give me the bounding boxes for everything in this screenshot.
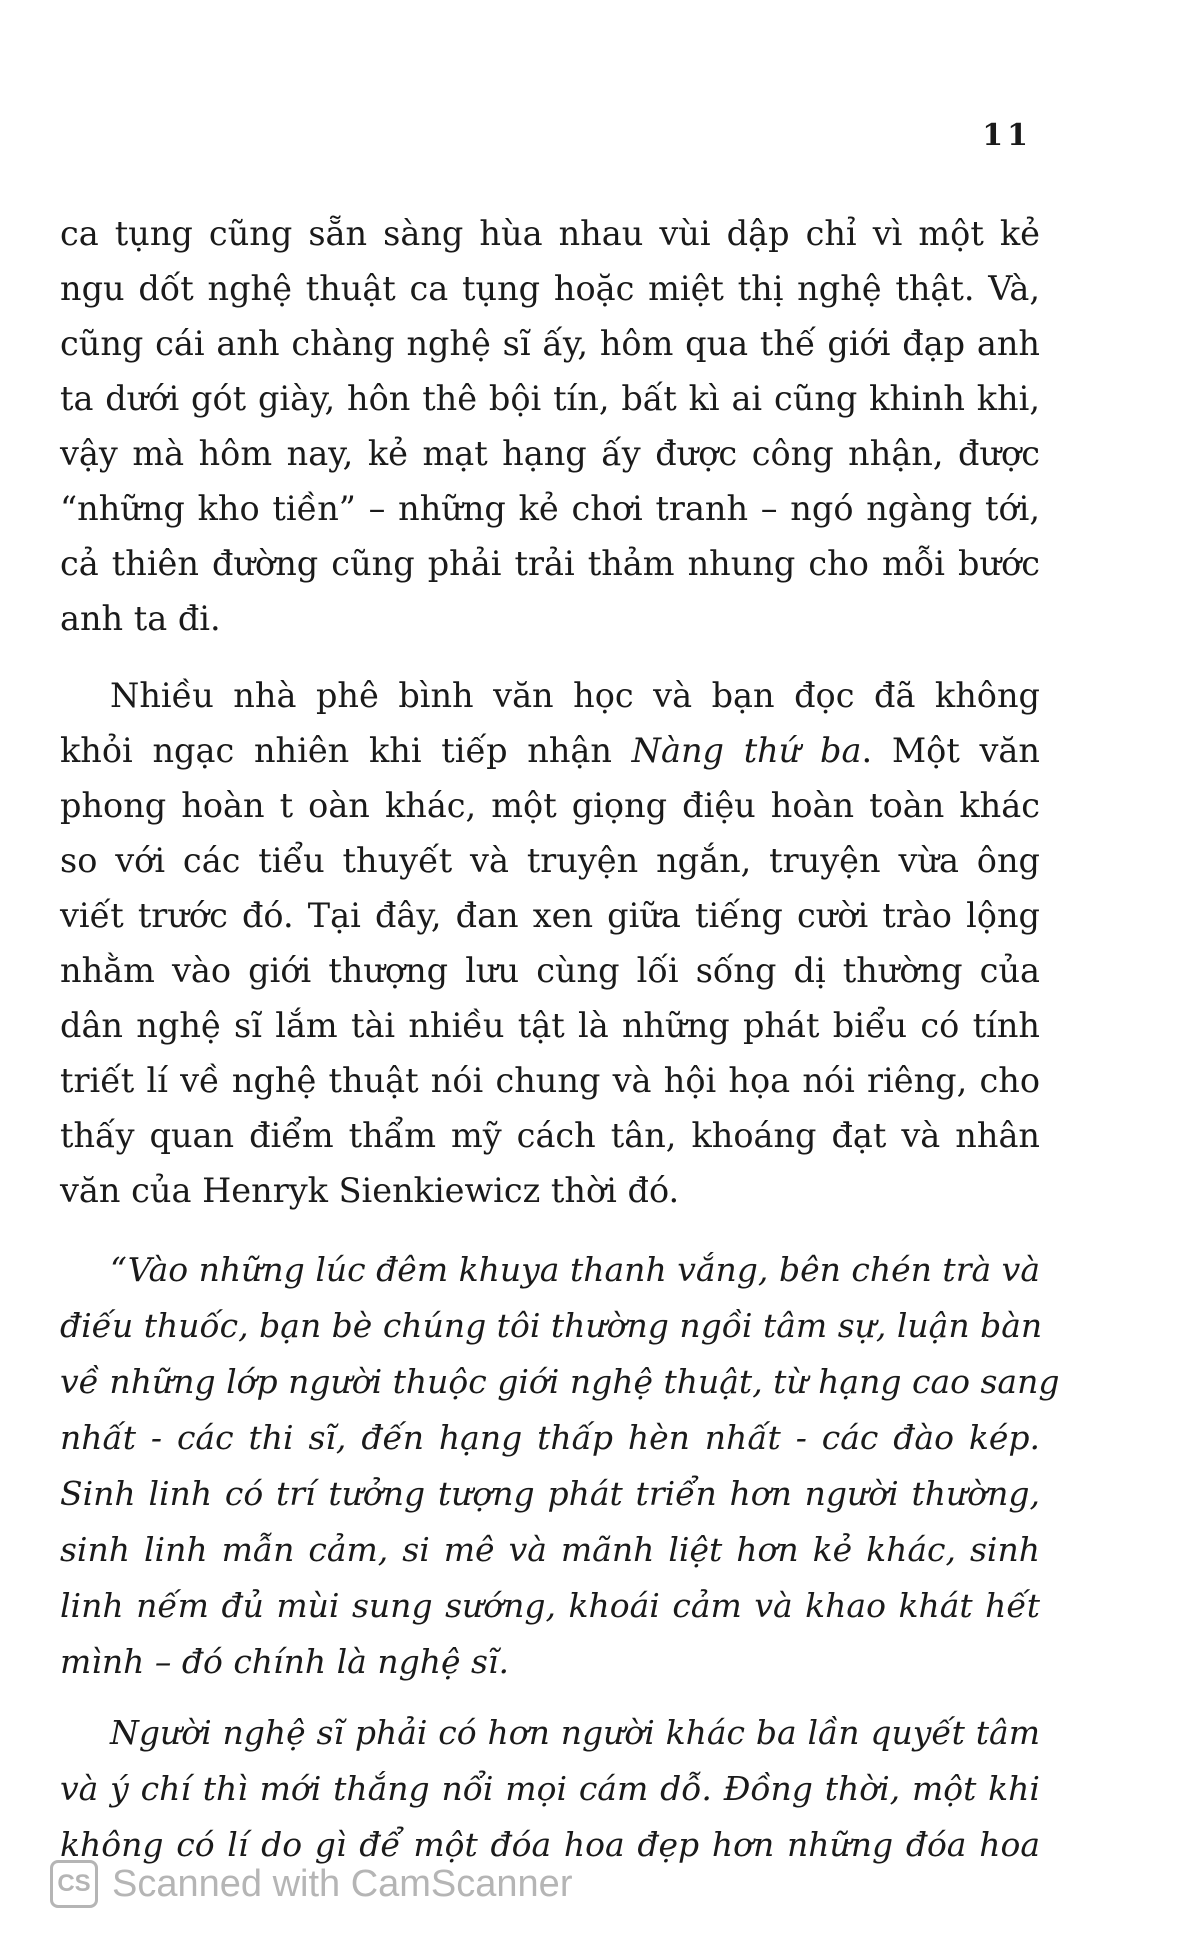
text-line: sinh linh mẫn cảm, si mê và mãnh liệt hơn kẻ khác, sinh	[60, 1530, 1040, 1569]
text-line: Nhiều nhà phê bình văn học và bạn đọc đã không	[110, 676, 1040, 715]
text-line: viết trước đó. Tại đây, đan xen giữa tiếng cười trào lộng	[60, 896, 1040, 935]
camscanner-watermark	[50, 1860, 572, 1908]
quote-paragraph-1	[60, 1242, 1060, 1690]
text-line: điếu thuốc, bạn bè chúng tôi thường ngồi tâm sự, luận bàn	[60, 1306, 1043, 1345]
text-line: cũng cái anh chàng nghệ sĩ ấy, hôm qua thế giới đạp anh	[60, 324, 1040, 363]
text-line: dân nghệ sĩ lắm tài nhiều tật là những phát biểu có tính	[60, 1006, 1040, 1045]
text-line: ca tụng cũng sẵn sàng hùa nhau vùi dập chỉ vì một kẻ	[60, 214, 1040, 253]
text-line: nhằm vào giới thượng lưu cùng lối sống dị thường của	[60, 951, 1040, 990]
watermark-label: Scanned with CamScanner	[112, 1862, 573, 1905]
text-line: “Vào những lúc đêm khuya thanh vắng, bên chén trà và	[110, 1250, 1040, 1289]
paragraph-2	[60, 668, 1040, 1218]
text-line: thấy quan điểm thẩm mỹ cách tân, khoáng đạt và nhân	[60, 1116, 1040, 1155]
text-line: vậy mà hôm nay, kẻ mạt hạng ấy được công nhận, được	[60, 434, 1040, 473]
text-line: Sinh linh có trí tưởng tượng phát triển hơn người thường,	[60, 1474, 1040, 1513]
page-number: 11	[982, 118, 1032, 153]
text-line: “những kho tiền” – những kẻ chơi tranh – ngó ngàng tới,	[60, 489, 1040, 528]
paragraph-1	[60, 206, 1040, 646]
text-line: và ý chí thì mới thắng nổi mọi cám dỗ. Đồng thời, một khi	[60, 1769, 1040, 1808]
camscanner-logo-icon: CS	[50, 1860, 98, 1908]
text-line: ngu dốt nghệ thuật ca tụng hoặc miệt thị nghệ thật. Và,	[60, 269, 1040, 308]
text-line: cả thiên đường cũng phải trải thảm nhung cho mỗi bước	[60, 544, 1040, 583]
text-line: không có lí do gì để một đóa hoa đẹp hơn những đóa hoa	[60, 1825, 1040, 1864]
text-line: so với các tiểu thuyết và truyện ngắn, truyện vừa ông	[60, 841, 1040, 880]
quote-paragraph-2	[60, 1705, 1040, 1873]
text-line: triết lí về nghệ thuật nói chung và hội họa nói riêng, cho	[60, 1061, 1040, 1100]
text-line: Người nghệ sĩ phải có hơn người khác ba lần quyết tâm	[110, 1713, 1040, 1752]
book-title: Nàng thứ ba	[631, 731, 862, 770]
text-line: khỏi ngạc nhiên khi tiếp nhận Nàng thứ ba. Một văn	[60, 731, 1040, 770]
text-line: anh ta đi.	[60, 599, 221, 638]
text-line: nhất - các thi sĩ, đến hạng thấp hèn nhất - các đào kép.	[60, 1418, 1040, 1457]
text-line: linh nếm đủ mùi sung sướng, khoái cảm và khao khát hết	[60, 1586, 1040, 1625]
text-line: mình – đó chính là nghệ sĩ.	[60, 1642, 509, 1681]
text-line: văn của Henryk Sienkiewicz thời đó.	[60, 1171, 680, 1210]
text-line: phong hoàn t oàn khác, một giọng điệu hoàn toàn khác	[60, 786, 1040, 825]
text-line: về những lớp người thuộc giới nghệ thuật, từ hạng cao sang	[60, 1362, 1060, 1401]
text-line: ta dưới gót giày, hôn thê bội tín, bất kì ai cũng khinh khi,	[60, 379, 1040, 418]
